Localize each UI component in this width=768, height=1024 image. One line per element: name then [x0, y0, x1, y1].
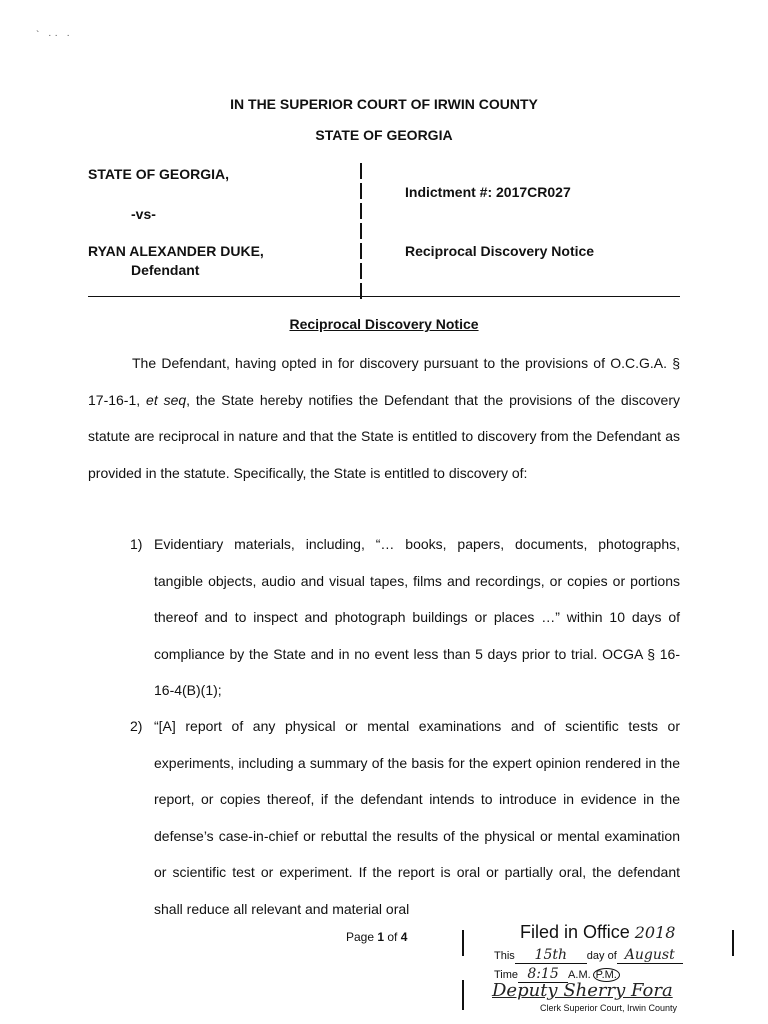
- indictment-number: Indictment #: 2017CR027: [405, 184, 571, 200]
- scan-artifact: ` ·· ·: [36, 30, 73, 41]
- caption-document-type: Reciprocal Discovery Notice: [405, 243, 595, 259]
- deputy-signature: Deputy Sherry Fora: [492, 980, 673, 1001]
- page-number: Page 1 of 4: [346, 930, 408, 944]
- caption-defendant-label: Defendant: [131, 262, 200, 278]
- list-item-text: Evidentiary materials, including, “… books, papers, documents, photographs, tangible objects, audio and visual tapes, films and recordings, or copies or portions thereof and to inspect and photograph buildings or places …” within 10 days of compliance by the State and in no event less than 5 days prior to trial. OCGA § 16-16-4(B)(1);: [154, 536, 680, 698]
- state-title: STATE OF GEORGIA: [315, 127, 453, 143]
- intro-text-2: , the State hereby notifies the Defendant that the provisions of the discovery statute are reciprocal in nature and that the State is entitled to discovery from the Defendant as provided in the statute. Specifically, the State is entitled to discovery of:: [88, 391, 681, 481]
- stamp-title: Filed in Office 2018: [520, 922, 676, 942]
- stamp-time-line: Time 8:15 A.M. P.M.: [494, 966, 620, 983]
- clerk-caption: Clerk Superior Court, Irwin County: [540, 1003, 678, 1013]
- list-item-number: 2): [130, 718, 143, 734]
- intro-paragraph: [88, 345, 680, 491]
- list-item-text: “[A] report of any physical or mental examinations and of scientific tests or experiments, including a summary of the basis for the expert opinion rendered in the report, or copies thereof, if the defendant intends to introduce in evidence in the defense’s case-in-chief or rebuttal the results of the physical or mental examination or scientific test or experiment. If the report is oral or partially oral, the defendant shall reduce all relevant and material oral: [154, 718, 680, 917]
- caption-rule: [88, 296, 680, 297]
- list-item-number: 1): [130, 536, 143, 552]
- stamp-date-line: This 15th day of August: [494, 947, 683, 964]
- intro-text-1: The Defendant, having opted in for discovery pursuant to the provisions of O.C.G.A. § 17-16-1,: [88, 355, 680, 408]
- caption-versus: -vs-: [131, 206, 156, 222]
- intro-italic: et seq: [146, 391, 187, 408]
- list-item: [130, 526, 680, 709]
- list-item: [130, 708, 680, 927]
- document-heading: Reciprocal Discovery Notice: [289, 316, 479, 332]
- caption-divider: [358, 163, 364, 297]
- court-title: IN THE SUPERIOR COURT OF IRWIN COUNTY: [230, 96, 538, 112]
- caption-plaintiff: STATE OF GEORGIA,: [88, 166, 230, 182]
- caption-defendant-name: RYAN ALEXANDER DUKE,: [88, 243, 264, 259]
